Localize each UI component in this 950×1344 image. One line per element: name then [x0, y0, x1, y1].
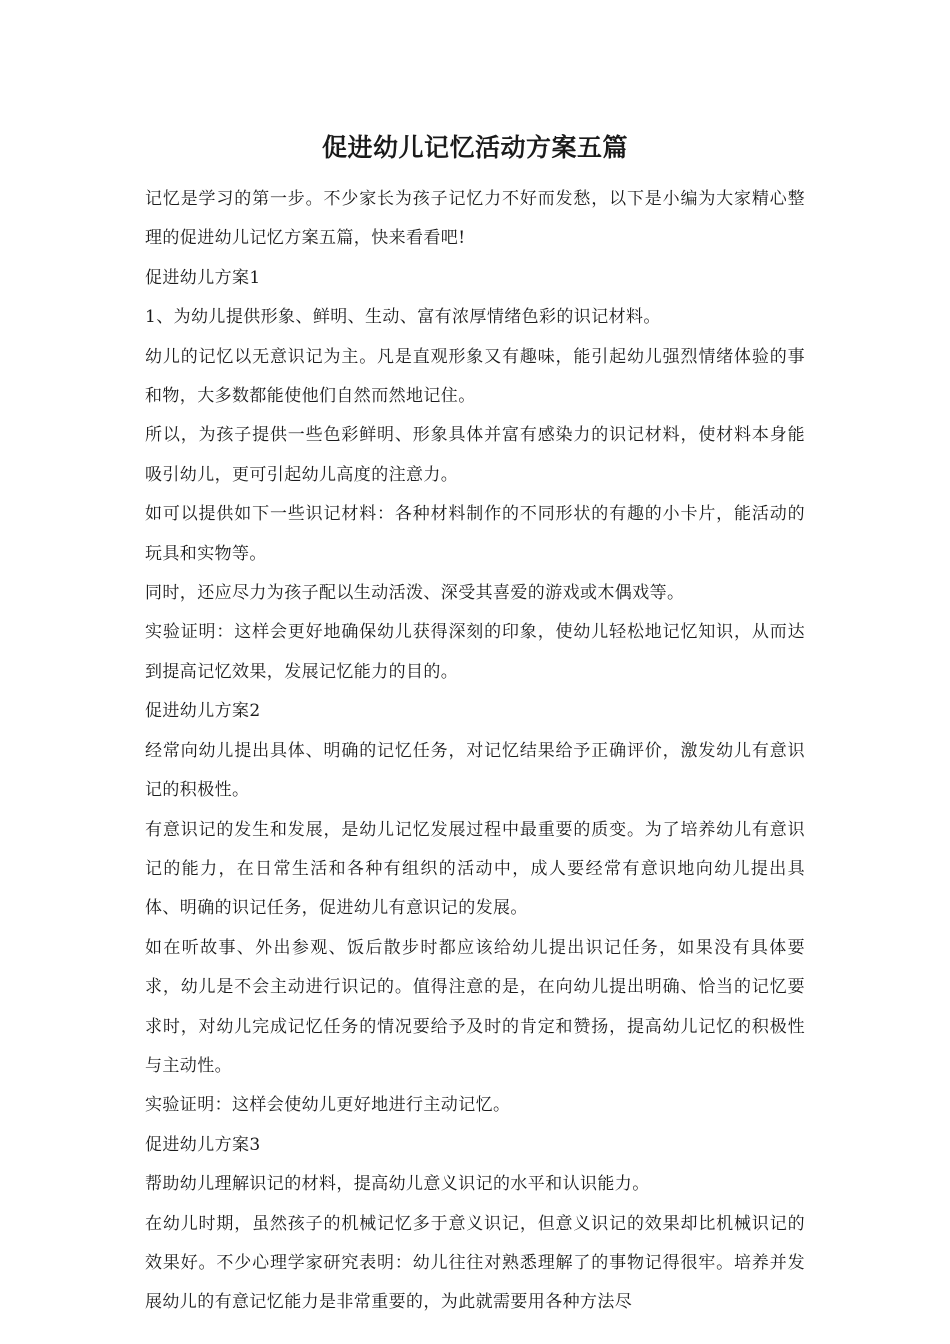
paragraph: 实验证明：这样会更好地确保幼儿获得深刻的印象，使幼儿轻松地记忆知识，从而达到提高记忆效果，发展记忆能力的目的。: [145, 622, 805, 682]
paragraph: 有意识记的发生和发展，是幼儿记忆发展过程中最重要的质变。为了培养幼儿有意识记的能力，在日常生活和各种有组织的活动中，成人要经常有意识地向幼儿提出具体、明确的识记任务，促进幼儿有意识记的发展。: [145, 819, 805, 919]
document-body: [145, 180, 805, 1323]
paragraph: 所以，为孩子提供一些色彩鲜明、形象具体并富有感染力的识记材料，使材料本身能吸引幼儿，更可引起幼儿高度的注意力。: [145, 425, 805, 485]
section-heading-3: 促进幼儿方案3: [145, 1134, 261, 1155]
document-title: 促进幼儿记忆活动方案五篇: [321, 133, 628, 162]
section-heading-2: 促进幼儿方案2: [145, 701, 261, 722]
paragraph: 实验证明：这样会使幼儿更好地进行主动记忆。: [145, 1095, 511, 1116]
paragraph: 如在听故事、外出参观、饭后散步时都应该给幼儿提出识记任务，如果没有具体要求，幼儿是不会主动进行识记的。值得注意的是，在向幼儿提出明确、恰当的记忆要求时，对幼儿完成记忆任务的情况要给予及时的肯定和赞扬，提高幼儿记忆的积极性与主动性。: [145, 937, 805, 1076]
paragraph: 同时，还应尽力为孩子配以生动活泼、深受其喜爱的游戏或木偶戏等。: [145, 583, 685, 604]
paragraph: 经常向幼儿提出具体、明确的记忆任务，对记忆结果给予正确评价，激发幼儿有意识记的积极性。: [145, 740, 805, 801]
paragraph-intro: 记忆是学习的第一步。不少家长为孩子记忆力不好而发愁，以下是小编为大家精心整理的促进幼儿记忆方案五篇，快来看看吧!: [145, 189, 805, 249]
paragraph: 幼儿的记忆以无意识记为主。凡是直观形象又有趣味，能引起幼儿强烈情绪体验的事和物，大多数都能使他们自然而然地记住。: [145, 346, 805, 407]
paragraph: 在幼儿时期，虽然孩子的机械记忆多于意义识记，但意义识记的效果却比机械识记的效果好。不少心理学家研究表明：幼儿往往对熟悉理解了的事物记得很牢。培养并发展幼儿的有意记忆能力是非常重要的，为此就需要用各种方法尽: [145, 1213, 805, 1313]
section-heading-1: 促进幼儿方案1: [145, 267, 261, 288]
paragraph: 帮助幼儿理解识记的材料，提高幼儿意义识记的水平和认识能力。: [145, 1174, 650, 1195]
paragraph: 如可以提供如下一些识记材料：各种材料制作的不同形状的有趣的小卡片，能活动的玩具和实物等。: [145, 504, 805, 564]
paragraph: 1、为幼儿提供形象、鲜明、生动、富有浓厚情绪色彩的识记材料。: [145, 307, 661, 328]
